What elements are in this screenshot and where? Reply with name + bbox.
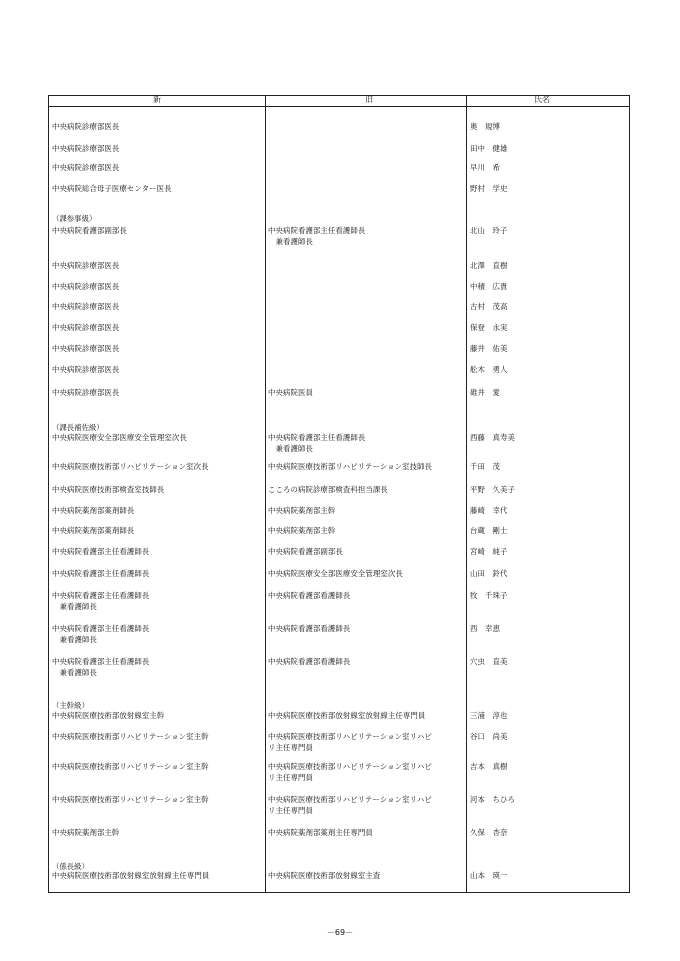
row-new-line: 中央病院診療部医長 [52, 365, 120, 374]
row-old-line: 中央病院医療技術部放射線室主査 [268, 871, 381, 880]
row-old [268, 226, 365, 247]
row-old [268, 485, 388, 496]
row-name-line: 千田 茂 [470, 462, 500, 471]
row-name [470, 226, 507, 237]
row-old [268, 657, 350, 668]
header-name: 氏名 [534, 95, 550, 104]
row-new-line: 中央病院看護部主任看護師長 [52, 547, 150, 556]
row-new [52, 302, 119, 313]
row-name-line: 藤井 佑美 [470, 344, 508, 353]
row-new-line: 中央病院医療技術部リハビリテーション室次長 [52, 462, 209, 471]
row-new [52, 762, 209, 773]
row-old-line: リ主任専門員 [268, 772, 313, 782]
row-name-line: 西藤 真寿美 [470, 433, 515, 442]
row-old [268, 711, 425, 722]
row-name [470, 485, 515, 496]
row-old-line: こころの病院診療部検査科担当課長 [268, 485, 388, 494]
row-new-line: 中央病院診療部医長 [52, 282, 120, 291]
row-name [470, 569, 507, 580]
row-name [470, 657, 507, 668]
row-old-line: 兼看護師長 [268, 443, 313, 453]
row-old [268, 433, 365, 454]
row-new-line: 中央病院診療部医長 [52, 302, 120, 311]
row-old-line: 中央病院看護部看護師長 [268, 591, 351, 600]
row-new [52, 711, 164, 722]
row-new [52, 282, 119, 293]
row-new [52, 163, 119, 174]
row-name [470, 365, 507, 376]
row-name-line: 三浦 淳也 [470, 711, 508, 720]
row-old [268, 871, 380, 882]
row-new-line: 中央病院医療技術部検査室技師長 [52, 485, 165, 494]
row-new-line: 中央病院看護部主任看護師長 [52, 591, 150, 600]
row-name [470, 163, 500, 174]
row-new [52, 261, 119, 272]
row-name [470, 344, 507, 355]
row-old-line: 中央病院医療技術部リハビリテーション室リハビ [268, 762, 432, 771]
row-new-line: 中央病院医療技術部放射線室主幹 [52, 711, 165, 720]
row-name [470, 526, 507, 537]
row-name [470, 323, 507, 334]
row-new [52, 485, 164, 496]
row-old-line: 中央病院医員 [268, 388, 313, 397]
row-name-line: 台蔵 剛士 [470, 526, 508, 535]
row-old-line: 中央病院医療技術部放射線室放射線主任専門員 [268, 711, 426, 720]
row-name [470, 795, 515, 806]
row-old [268, 547, 343, 558]
row-old-line: 兼看護師長 [268, 236, 313, 246]
row-old [268, 569, 403, 580]
group-label: （主幹級） [52, 701, 89, 710]
row-old [268, 624, 350, 635]
row-name [470, 388, 500, 399]
row-old [268, 506, 335, 517]
row-new-line: 中央病院診療部医長 [52, 344, 120, 353]
row-name-line: 山田 鈴代 [470, 569, 508, 578]
row-name-line: 野村 学史 [470, 184, 508, 193]
row-name-line: 早川 希 [470, 163, 500, 172]
row-new [52, 433, 187, 444]
row-name-line: 牧 千珠子 [470, 591, 508, 600]
row-new [52, 591, 149, 612]
column-divider-2 [466, 96, 467, 892]
row-old-line: リ主任専門員 [268, 742, 313, 752]
row-new [52, 388, 119, 399]
row-new-line: 中央病院看護部主任看護師長 [52, 624, 150, 633]
row-new [52, 732, 209, 743]
row-new [52, 226, 127, 237]
row-old-line: リ主任専門員 [268, 805, 313, 815]
row-name [470, 261, 507, 272]
group-label: （係長級） [52, 862, 89, 871]
row-name-line: 田中 健雄 [470, 144, 508, 153]
row-new-line: 中央病院薬剤部主幹 [52, 828, 120, 837]
row-old [268, 388, 313, 399]
row-name [470, 711, 507, 722]
row-new [52, 344, 119, 355]
row-new-line: 中央病院医療技術部リハビリテーション室主幹 [52, 762, 209, 771]
header-new: 新 [153, 95, 161, 104]
row-new-line: 中央病院診療部医長 [52, 261, 120, 270]
row-name-line: 北山 玲子 [470, 226, 508, 235]
row-new-line: 兼看護師長 [52, 667, 97, 677]
row-name-line: 河本 ちひろ [470, 795, 515, 804]
row-name [470, 871, 507, 882]
group-label: （課長補佐級） [52, 423, 104, 432]
row-new [52, 184, 172, 195]
row-name-line: 吉本 真樹 [470, 762, 508, 771]
row-name-line: 中積 広貴 [470, 282, 508, 291]
row-new-line: 中央病院総合母子医療センター医長 [52, 184, 172, 193]
row-new-line: 中央病院診療部医長 [52, 144, 120, 153]
row-old-line: 中央病院看護部看護師長 [268, 657, 351, 666]
row-new-line: 中央病院看護部副部長 [52, 226, 127, 235]
row-new-line: 中央病院看護部主任看護師長 [52, 657, 150, 666]
row-new [52, 526, 134, 537]
row-new [52, 122, 119, 133]
row-old-line: 中央病院看護部副部長 [268, 547, 343, 556]
row-name [470, 762, 507, 773]
row-new [52, 365, 119, 376]
row-name-line: 舩木 勇人 [470, 365, 508, 374]
row-new-line: 中央病院医療安全部医療安全管理室次長 [52, 433, 187, 442]
row-new [52, 569, 149, 580]
row-new-line: 中央病院医療技術部リハビリテーション室主幹 [52, 732, 209, 741]
row-name [470, 184, 507, 195]
row-name-line: 平野 久美子 [470, 485, 515, 494]
row-old [268, 828, 373, 839]
row-name-line: 谷口 尚美 [470, 732, 508, 741]
row-name [470, 732, 507, 743]
row-old-line: 中央病院薬剤部主幹 [268, 506, 336, 515]
row-name [470, 506, 507, 517]
row-new [52, 323, 119, 334]
row-new-line: 中央病院薬剤部薬剤師長 [52, 506, 135, 515]
row-new [52, 657, 149, 678]
table-header [49, 96, 629, 107]
row-old [268, 795, 432, 816]
row-name [470, 122, 500, 133]
row-new-line: 中央病院看護部主任看護師長 [52, 569, 150, 578]
row-old-line: 中央病院看護部主任看護師長 [268, 433, 366, 442]
row-name [470, 547, 507, 558]
row-new-line: 兼看護師長 [52, 601, 97, 611]
row-new-line: 中央病院診療部医長 [52, 323, 120, 332]
row-name-line: 久保 杏奈 [470, 828, 508, 837]
column-divider-1 [265, 96, 266, 892]
row-old-line: 中央病院看護部看護師長 [268, 624, 351, 633]
row-new [52, 624, 149, 645]
row-new [52, 795, 209, 806]
row-name [470, 624, 500, 635]
row-name [470, 828, 507, 839]
row-name-line: 碓井 愛 [470, 388, 500, 397]
row-old-line: 中央病院医療安全部医療安全管理室次長 [268, 569, 403, 578]
row-old-line: 中央病院医療技術部リハビリテーション室技師長 [268, 462, 433, 471]
row-name-line: 北澤 直樹 [470, 261, 508, 270]
row-name-line: 山本 瑛一 [470, 871, 508, 880]
personnel-table [48, 95, 630, 893]
row-name-line: 藤崎 幸代 [470, 506, 508, 515]
row-name-line: 保登 永実 [470, 323, 508, 332]
row-name [470, 302, 507, 313]
row-old-line: 中央病院医療技術部リハビリテーション室リハビ [268, 795, 432, 804]
row-old [268, 591, 350, 602]
row-name-line: 穴虫 直美 [470, 657, 508, 666]
row-old [268, 526, 335, 537]
row-name-line: 奥 規博 [470, 122, 500, 131]
page-number: －69－ [326, 928, 354, 937]
row-new [52, 506, 134, 517]
row-new [52, 144, 119, 155]
row-new-line: 中央病院診療部医長 [52, 163, 120, 172]
row-name-line: 古村 茂高 [470, 302, 508, 311]
row-old-line: 中央病院医療技術部リハビリテーション室リハビ [268, 732, 432, 741]
header-old: 旧 [365, 95, 373, 104]
row-name-line: 西 幸恵 [470, 624, 500, 633]
row-old [268, 462, 432, 473]
row-new-line: 中央病院医療技術部放射線室放射線主任専門員 [52, 871, 210, 880]
row-old-line: 中央病院薬剤部薬剤主任専門員 [268, 828, 373, 837]
row-old [268, 762, 432, 783]
row-new-line: 中央病院薬剤部薬剤師長 [52, 526, 135, 535]
row-old [268, 732, 432, 753]
row-name [470, 144, 507, 155]
row-new-line: 中央病院診療部医長 [52, 388, 120, 397]
row-new-line: 中央病院医療技術部リハビリテーション室主幹 [52, 795, 209, 804]
row-name-line: 宮崎 純子 [470, 547, 508, 556]
row-old-line: 中央病院看護部主任看護師長 [268, 226, 366, 235]
row-name [470, 462, 500, 473]
row-old-line: 中央病院薬剤部主幹 [268, 526, 336, 535]
row-new-line: 中央病院診療部医長 [52, 122, 120, 131]
row-new [52, 462, 209, 473]
row-new [52, 547, 149, 558]
row-name [470, 591, 507, 602]
row-new-line: 兼看護師長 [52, 634, 97, 644]
row-new [52, 828, 119, 839]
row-name [470, 433, 515, 444]
row-new [52, 871, 209, 882]
row-name [470, 282, 507, 293]
group-label: （課参事級） [52, 214, 97, 223]
